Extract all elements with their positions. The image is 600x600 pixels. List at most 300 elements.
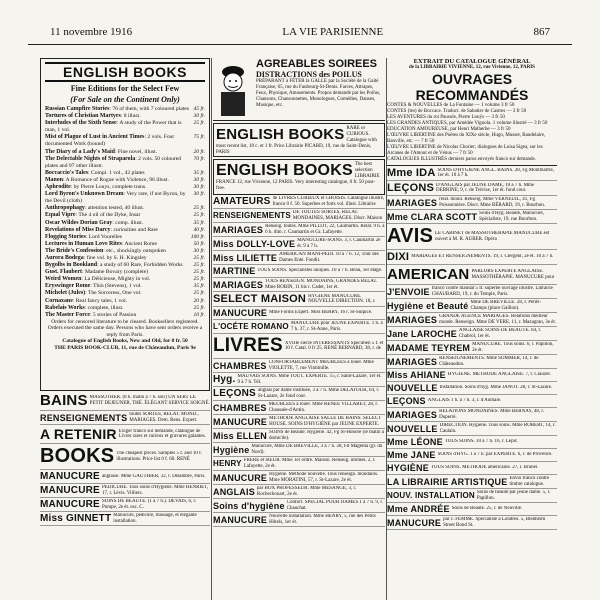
book-title: Cornaxane — [45, 297, 73, 304]
ad-keyword: HENRY — [213, 459, 242, 468]
book-title: Eryswinger Rome — [45, 283, 91, 290]
book-title: Mist of Plague of Lust in Ancient Times — [45, 134, 145, 141]
book-title: Michelet (Jules) — [45, 290, 86, 297]
book-description: 2 vols. 50 coloured plates and 97 other illustr. — [45, 155, 182, 169]
column-right — [387, 58, 557, 600]
book-description: The 4 oil of the Dyke, Insar — [78, 212, 141, 219]
classified-ad — [213, 223, 385, 237]
classified-ad — [387, 299, 557, 313]
catalogue-line: L'ŒUVRE LIBERTINE des Poètes du XIXe siècle, Hugo, Musset, Baudelaire, Banville, etc. — 7 fr 50 — [387, 133, 546, 144]
book-price: 40 fr. — [193, 226, 205, 233]
book-list-item: 30 fr. Manon: A Romance of Rogue with Violence, 96 illust. — [45, 176, 205, 183]
ad-text: PARLORS EXPERTE ANGLAISE. MASSOTHÉRAPIE. MANUCURE pour — [471, 269, 555, 280]
english-books-subtitle: (For Sale on the Continent Only) — [70, 95, 180, 104]
ad-text: RELATIONS MONDAINES. Mme BERNAY, 48, r. Duperré. — [439, 409, 544, 420]
ad-text: PEDICURE. Tous soins d'Hygiène. Mme HENRIET, 17, r. Lévis. Villiers. — [101, 485, 209, 496]
ad-text: MANUCURE-SOINS. 3, r. Caumartin 2e ét. 9 à 7 h. — [297, 238, 381, 249]
english-books-ad-text: The best selection LIBRAIRIE FRANCE 12, rue Vivienne, 12 PARIS. Very interesting catalogue, 0 fr. 50 post-free. — [216, 162, 380, 191]
book-title: Revelations of Miss Darcy — [45, 226, 111, 233]
ad-text: franco contre mandat 5 fr. superbe ouvrage illustré. Librairie CHAUBARD, 19, r. du Temple, Paris. — [431, 286, 553, 297]
book-description: Madame Bovary (complete) — [84, 269, 148, 276]
classified-ad — [213, 429, 385, 443]
book-title: Aurora Bodega — [45, 254, 84, 261]
book-description: Real fancy tales, 1 vol. — [75, 297, 128, 304]
classified-ad — [387, 475, 557, 489]
book-list-item: 35 fr. Boccaccio's Tales: Compl. 1 vol., 42 plates — [45, 169, 205, 176]
book-list-item: 30 fr. The Bride's Confession: etc., shockingly outspoken — [45, 247, 205, 254]
ad-text: DIRECTION. Hygiène. Tous soins. Mme ROBERT, 14, r. Caulain. — [439, 423, 556, 434]
classified-ad — [213, 292, 385, 307]
classified-ad — [213, 401, 385, 415]
classified-ad — [213, 457, 385, 471]
ad-keyword: MARIAGES — [213, 224, 264, 235]
book-description: The Sorceress, One vol. — [87, 290, 142, 297]
classified-ad — [387, 422, 557, 436]
ad-text: TOUS SOINS. MÉTHODE américaine. 27, r. Brunel. — [430, 465, 539, 471]
book-title: Bygolbs in Bookland — [45, 262, 98, 269]
book-list-item: 20 fr. The Diary of a Lady's Maid: Fine novel, illust. — [45, 148, 205, 155]
agreables-subtitle: DISTRACTIONS des POILUS — [256, 70, 362, 79]
ad-keyword: Mme JANE — [387, 450, 436, 460]
book-title: Rabelais Works — [45, 304, 85, 311]
book-list-item: 30 fr. Tortures of Christian Martyrs: 8 illust. — [45, 113, 205, 120]
book-title: Weird Women — [45, 276, 82, 283]
book-list-item: 25 fr. Weird Women: La Délicieuse, Mighty in vol. — [45, 276, 205, 283]
english-books-footer: Catalogue of English Books, New and Old, for 0 fr. 50 — [62, 338, 188, 345]
english-books-subtitle: Fine Editions for the Select Few — [70, 84, 180, 93]
classified-ad — [40, 512, 210, 526]
book-list-item: 45 fr. Russian Campfire Stories: 76 of them, with 7 coloured plates — [45, 106, 205, 112]
classified-ad — [387, 355, 557, 369]
classified-ad — [387, 436, 557, 449]
catalogue-line: CONTES (les) de Boccace. Traduct. de Sabatier de Castres — 3 fr 50 — [387, 109, 527, 114]
book-list-item: 35 fr. Eryswinger Rome: Thin (Stevens), 1 vol. — [45, 283, 205, 290]
ad-text: DE TOUTES SORTES, RELAT. MONDAINES, MARIAGES. Discr. Maison — [292, 210, 383, 221]
catalogue-extract — [387, 58, 557, 166]
ad-keyword: Mme CLARA SCOTT — [387, 211, 478, 222]
book-title: The Diary of a Lady's Maid — [45, 148, 115, 155]
classified-ad — [387, 408, 557, 422]
ad-keyword: MANUCURE — [213, 416, 268, 427]
ad-keyword: Jane LAROCHE — [387, 328, 457, 339]
classified-ad — [387, 369, 557, 382]
english-books-footer: THE PARIS BOOK-CLUB, 11, rue de Châteaudun, Paris 9e — [54, 344, 196, 351]
book-title: Anthropophagy — [45, 205, 85, 212]
book-list-item: 70 fr. The Delectable Nights of Straparola: 2 vols. 50 coloured plates and 97 other illustr. — [45, 155, 205, 169]
ad-keyword: NOUV. INSTALLATION — [387, 491, 475, 500]
ad-keyword: NOUVELLE — [387, 423, 438, 434]
ad-text: AMERICAN MANI-PEDI. 10 à 7 h. 12, Tour des Dames Enté. Fondit. — [279, 252, 379, 263]
book-description: attention tested, 40 illust. — [87, 205, 145, 212]
english-books-footer: Orders for censored literature to be cleared. Booksellers registered. Orders executed the same day. Persons who have sent orders receive a reply from Paris. — [47, 318, 203, 338]
classified-ad — [387, 327, 557, 341]
ad-keyword: Miss ELLEN — [213, 430, 268, 441]
ad-text: Manucure, Mme DE BRÉVILLE, 3 à 7 h. 28, Fd Magenta (gr. du Nord). — [251, 444, 383, 455]
book-price: 25 fr. — [193, 276, 205, 283]
ad-keyword: MANUCURE — [40, 471, 100, 482]
book-price: 35 fr. — [193, 283, 205, 290]
ad-keyword: J'ENVOIE — [387, 286, 430, 297]
book-description: 5 stories of Passion — [92, 311, 137, 318]
english-books-ad-1 — [213, 123, 385, 157]
ad-text: Renseig. toutes. Mme PILLOT, 22, Caumartin. Relat. 9 h. à 6 h. dim. r. Caumartin et Gr. Lafayette. — [265, 224, 385, 235]
ad-text: MANUCURE pour JEUNE EXPERTE. 1 h. à 7 h. 37, r. St-Anne, Paris. — [290, 321, 383, 332]
ad-keyword: LEÇONS — [387, 182, 435, 194]
classified-ad — [213, 334, 385, 359]
ad-keyword: Hygiène et Beauté — [387, 300, 469, 311]
book-price: 10 fr. — [193, 311, 205, 318]
ad-text: Soins d'Hyg. Beauté, Manucure, Spécialiste, 19, rue Bourbon. — [479, 211, 544, 222]
classified-ad — [387, 489, 557, 503]
ad-keyword: A RETENIR — [40, 426, 117, 442]
ad-keyword: CHAMBRES — [213, 402, 267, 413]
ad-text: MARIAGES ET RENSEIGNEMENTS. 19, r. Clergent, 2e ét. 10 à 7 h. — [411, 254, 554, 260]
classified-ad — [387, 516, 557, 530]
book-title: Gust. Flaubert — [45, 269, 82, 276]
book-title: Flogging Stories — [45, 233, 86, 240]
agreables-text: PRÉPARANT à FÊTER la GALLE par la Société de la Gaité Française, 65, rue du Faubourg-St-Denis. Farces, Attrapes, Feux, Physique, Amusements. Propos demandé par les Poilus, Chansons, Chansonnettes, Monologues, Comédies, Danses, Musique, etc. — [256, 79, 381, 108]
classified-ad — [40, 498, 210, 512]
classified-ad — [40, 411, 210, 425]
ad-text: D'ANGLAIS par JEUNE DAME, 10 à 7 h. Mme DEBRINE, 9, r. de Trévise, 1er ét. fond cour. — [436, 182, 535, 193]
ad-keyword: MARIAGES — [387, 197, 438, 208]
classified-ad — [387, 181, 557, 196]
ad-text: SOINS DE BEAUTÉ. (1 à 7 h.). DEVAIS, 6, r. Pompe, 2e ét. esc. C. — [101, 499, 197, 510]
ad-keyword: Miss DOLLY-LOVE — [213, 238, 296, 249]
ad-keyword: Hyg. — [213, 374, 236, 385]
book-title: The Master Force — [45, 311, 90, 318]
ad-keyword: BAINS — [40, 392, 88, 409]
book-price: 25 fr. — [193, 212, 205, 219]
ad-keyword: LIVRES — [213, 335, 283, 356]
ad-text: TOUS SOINS. 10 à 7 h. 16, r. Lepic. — [444, 439, 519, 445]
classified-ad — [213, 307, 385, 320]
classified-ad — [387, 313, 557, 327]
catalogue-line: LES GRANDES ANTIQUES, par Amédée Vignola. 1 volume illustré — 3 fr 50 — [387, 121, 548, 126]
ad-text: LE CABINET de MASSOTHÉRAPIE MANUCURE est ouvert à M. R. AUBER. Opéra — [435, 231, 550, 242]
catalogue-list — [387, 103, 557, 163]
ad-keyword: Miss LILIETTE — [213, 252, 278, 263]
book-title: Oscar Wildes Dorian Gray — [45, 219, 113, 226]
ad-text: SOINS de Beauté. Hygiène. 42, Fg St-Honoré (le matin à domicile). — [269, 430, 384, 441]
classified-ad — [387, 382, 557, 395]
ad-text: ANGLAIS 1 h. à 7 h. 3, r. d'Aumale. — [427, 398, 502, 404]
soldier-illustration-icon — [213, 58, 253, 118]
page-header — [50, 26, 550, 40]
book-price: 25 fr. — [193, 120, 205, 127]
book-list-item: 25 fr. Bygolbs in Bookland: a study of 60 Rare, Forbidden Works — [45, 262, 205, 269]
ad-text: ANGLAISE SOINS DE BEAUTÉ. 64, r. Chabrol, 1er ét. — [458, 328, 542, 339]
english-books-ad-text: RARE or CURIOUS. Catalogue with most recent list, 10 c. et 1 fr. Price Librairie PICARD, 19, rue de Saint-Denis, PARIS — [216, 126, 377, 155]
ad-keyword: Miss AHIANE — [387, 370, 446, 380]
classified-ad — [40, 484, 210, 498]
book-description: etc., shockingly outspoken — [106, 247, 166, 254]
classified-ad — [387, 196, 557, 210]
agreables-soirees-ad — [213, 58, 385, 121]
english-books-list — [45, 106, 205, 319]
classified-ad — [213, 443, 385, 457]
book-description: A study of the Power that is man, 1 vol. — [45, 120, 182, 134]
ad-keyword: Mme IDA — [387, 167, 436, 179]
ad-text: SOINS d'HYG. 1 à 7 h. par EXPERTE. 6, r. de Provence. — [437, 452, 553, 458]
ad-text: Soins de Beauté. 25, r. de Neuville. — [451, 506, 523, 512]
book-price: 30 fr. — [193, 247, 205, 254]
ad-keyword: BOOKS — [40, 445, 115, 467]
ad-keyword: SELECT MAISON — [213, 293, 307, 305]
book-price: 20 fr. — [193, 297, 205, 304]
catalogue-line: LES AVENTURES du roi Pausole, Pierre Louÿs — 3 fr 50 — [387, 115, 505, 120]
book-title: Boccaccio's Tales — [45, 169, 89, 176]
header-rule — [28, 44, 572, 45]
ad-text: toutes SORTES, RELAT. MOND., MARIAGES. Dem. Rens. Expert. — [129, 412, 199, 423]
book-price: 35 fr. — [193, 219, 205, 226]
book-price: 30 fr. — [193, 184, 205, 191]
classified-ad — [213, 471, 385, 485]
ad-text: Envoi franco contre timbre catalogue. — [509, 476, 550, 487]
column-divider — [211, 58, 212, 600]
ad-keyword: LEÇONS — [213, 388, 256, 399]
header-journal: LA VIE PARISIENNE — [282, 26, 384, 38]
ad-text: RENSEIGNEMENTS. Mme SOMMER, 14, r. de Châteaudun. — [439, 356, 539, 367]
ad-keyword: ANGLAIS — [213, 486, 255, 497]
ad-keyword: Mme LÉONE — [387, 437, 443, 447]
ad-text: SOINS D'HYGIÈNE ANGL. BAINS. 28, Fg Montmartre, 1er ét. 10 à 7 h. — [437, 167, 554, 178]
ad-text: Mme DE BRÉVILLE. 28, r. Petits-Champs (place Gaillon). — [470, 300, 541, 311]
book-description: 2 vols. Four documented Work (bound) — [45, 134, 175, 148]
ad-text: MEUBLÉES à louer. Mme RENÉE VILLARET, 28, r. Chaussée-d'Antin. — [268, 402, 378, 413]
ad-text: par BOX PROFESSEUR. Mme MESANGE, 3, r. Rochechouart, 2e ét. — [256, 486, 357, 497]
ad-keyword: LA LIBRAIRIE ARTISTIQUE — [387, 476, 508, 487]
book-description: Ancient Rome — [124, 240, 157, 247]
book-price: 50 fr. — [193, 240, 205, 247]
classified-ad — [387, 250, 557, 265]
book-title: Aphrodite — [45, 184, 71, 191]
classified-ad — [213, 415, 385, 429]
ad-keyword: LEÇONS — [387, 396, 426, 406]
book-price: 25 fr. — [193, 269, 205, 276]
ad-keyword: AVIS — [387, 225, 433, 247]
ad-text: de LIVRES CURIEUX et CHOISIS. Catalogue illustré, franco 0 f. 50. Superbes et forts vol. illust. Librairie — [272, 196, 385, 207]
classified-ad — [40, 470, 210, 484]
ad-keyword: MANUCURE — [387, 517, 442, 528]
book-price: 30 fr. — [193, 113, 205, 120]
english-books-box — [40, 58, 210, 391]
book-list-item: 30 fr. Aphrodite: by Pierre Louys, complete trans. — [45, 184, 205, 191]
classified-ad — [213, 209, 385, 223]
classified-ad — [213, 359, 385, 373]
book-price: 25 fr. — [193, 205, 205, 212]
book-title: Interludes of the Sixth Sense — [45, 120, 117, 127]
ad-text: TOUS RENSEIGN. MONDAINS, GRANDES RELAT. Mme ROBIN, 11 bis r. Cadet, 1er ét. — [265, 279, 378, 290]
classified-ad — [213, 195, 385, 209]
ad-keyword: MANUCURE — [213, 514, 268, 525]
ad-keyword: RENSEIGNEMENTS — [40, 412, 128, 423]
left-classified-ads — [40, 391, 210, 526]
book-price: 100 fr. — [190, 233, 205, 240]
ad-keyword: HYGIÈNE — [387, 463, 429, 473]
ad-keyword: MARIAGES — [387, 356, 438, 367]
classified-ad — [213, 499, 385, 513]
book-list-item: 50 fr. Lectures in Human Love Rites: Ancient Rome — [45, 240, 205, 247]
classified-ad — [213, 251, 385, 265]
ad-keyword: AMATEURS — [213, 196, 271, 207]
classified-ad — [213, 320, 385, 334]
english-books-ad-2 — [213, 159, 385, 195]
ad-keyword: MARIAGES — [387, 409, 438, 420]
ad-text: FRÈRE et SŒUR. Mme 1er ordre. Maison. Renseig. intimes. 2, r. Lafayette, 2e ét. — [243, 458, 376, 469]
ad-keyword: L'OCÉTE ROMANO — [213, 322, 289, 331]
catalogue-title: OUVRAGES RECOMMANDÉS — [415, 71, 529, 103]
header-date: 11 novembre 1916 — [50, 26, 133, 38]
book-description: La Délicieuse, Mighty in vol. — [84, 276, 151, 283]
ad-keyword: Mme ANDRÉE — [387, 504, 450, 514]
ad-text: GRANDE AGENCE MARIAGES. Relations meilleur monde. Renseign. Mme DE VERE, 11, r. Mazagran, 3e ét. — [439, 314, 557, 325]
book-description: comp. illust. — [115, 219, 144, 226]
english-books-ad-title: ENGLISH BOOKS — [216, 162, 353, 179]
catalogue-heading: de la LIBRAIRIE VIVIENNE, 12, rue Vivienne, 12, PARIS — [409, 65, 535, 70]
book-price: 75 fr. — [193, 134, 205, 141]
book-list-item: 25 fr. Michelet (Jules): The Sorceress, One vol. — [45, 290, 205, 297]
agreables-title: AGREABLES SOIREES — [256, 58, 378, 70]
book-description: complete, illust. — [87, 304, 124, 311]
ad-text: MASSOTHER. (8 h. matin à 7 h. soir) UN SERT LE PETIT DEJEUNER, THÉ. ÉLÉGANT SERVICE SOIGNÉ. — [89, 395, 210, 406]
ad-keyword: DIXI — [387, 251, 410, 263]
book-description: a study of 60 Rare, Forbidden Works — [100, 262, 183, 269]
book-title: The Bride's Confession — [45, 247, 104, 254]
book-list-item: 30 fr. Lord Byron's Unknown Dream: Very rare, if not Byron, by the Devil (cloth) — [45, 191, 205, 205]
ad-text: anglaise. Mme GAUTHIER, 32, r. Delambre, Paris. — [101, 473, 206, 479]
ad-text: Hygiène. Méthode nouvelle. Tous renseign. mondains. Mme MORATINI, 57, r. St-Lazare, 2e ét. — [269, 472, 379, 483]
book-list-item: 25 fr. Interludes of the Sixth Sense: A study of the Power that is man, 1 vol. — [45, 120, 205, 134]
ad-keyword: RENSEIGNEMENTS — [213, 211, 291, 220]
classified-ad — [213, 265, 385, 278]
book-description: by Pierre Louys, complete trans. — [73, 184, 147, 191]
ad-text: HYGIÈNE MANUCURE. NOUVELLE DIRECTION. 18, r. — [308, 293, 376, 304]
book-title: Equal Vipre — [45, 212, 76, 219]
right-classified-ads — [387, 166, 557, 530]
classified-ad — [40, 391, 210, 411]
column-left — [40, 58, 210, 600]
classified-ad — [40, 425, 210, 444]
classified-ad — [387, 395, 557, 408]
ad-text: The cheapest prices. Samples 5 f. and 10 f. illustrations. Price list 0 f. 60. RENÉ — [116, 451, 203, 462]
book-list-item: 20 fr. Cornaxane: Real fancy tales, 1 vol. — [45, 297, 205, 304]
ad-keyword: AMERICAN — [387, 266, 470, 283]
classified-ad — [387, 265, 557, 285]
classified-ad — [213, 373, 385, 387]
ad-text: MÉTHODE ANGLAISE SALLE DE BAINS. SELECT HOUSE. SOINS D'HYGIÈNE par JEUNE EXPERTE. — [269, 416, 382, 427]
ad-text: Mme Fordis Expert. Miss BERRY, 16 r. St-Sulpice. — [269, 310, 373, 316]
book-title: Russian Campfire Stories — [45, 106, 110, 112]
book-list-item: 25 fr. Rabelais Works: complete, illust. — [45, 304, 205, 311]
book-price: 25 fr. — [193, 304, 205, 311]
ad-text: Soins de beauté par jeune dame. 5, r. Papillon. — [476, 490, 551, 501]
book-list-item: 75 fr. Mist of Plague of Lust in Ancient Times: 2 vols. Four documented Work (bound) — [45, 134, 205, 148]
ad-keyword: MANUCURE — [213, 308, 268, 318]
catalogue-heading: EXTRAIT DU CATALOGUE GÉNÉRAL — [413, 58, 531, 65]
ad-keyword: MANUCURE — [40, 499, 100, 510]
ad-text: MAUVAIS SOINS. Mme TOUT. EXPERTE. 15, r. Saint-Lazare, 1er ét. 9 à 7 h. Tél. — [237, 374, 382, 385]
classified-ad — [40, 444, 210, 470]
book-title: Lectures in Human Love Rites — [45, 240, 122, 247]
book-description: fine vol. by S. H. Kingsley — [86, 254, 147, 261]
ad-text: Confort. SPÉCIAL POUR DAMES 1 à 7 h. 9, r. Chauchat. — [286, 500, 384, 511]
english-books-ad-title: ENGLISH BOOKS — [216, 126, 345, 143]
classified-ad — [387, 341, 557, 355]
classified-ad — [213, 513, 385, 527]
ad-keyword: MARIAGES — [213, 279, 264, 290]
book-description: Compl. 1 vol., 42 plates — [90, 169, 145, 176]
ad-text: anglais par dame instituée, 3 à 7 h. Mme DELATOUR, 64, r. St-Lazare, 2e fond cour. — [257, 388, 380, 399]
book-list-item: 25 fr. Gust. Flaubert: Madame Bovary (complete) — [45, 269, 205, 276]
classified-ad — [387, 462, 557, 475]
classified-ad — [213, 237, 385, 251]
book-price: 30 fr. — [193, 191, 205, 198]
ad-text: Exiger franco sur demande, catalogue de Livres rares et curieux et gravures galantes. — [118, 428, 206, 439]
classified-ad — [387, 285, 557, 299]
book-description: A Romance of Rogue with Violence, 96 illust. — [65, 176, 169, 183]
catalogue-line: CONTES & NOUVELLES de La Fontaine — 1 volume 3 fr 50 — [387, 103, 515, 108]
english-books-title: ENGLISH BOOKS — [45, 62, 205, 82]
ad-keyword: Hygiène — [213, 444, 250, 455]
book-description: 8 illust. — [123, 113, 141, 120]
book-list-item: 25 fr. Equal Vipre: The 4 oil of the Dyke, Insar — [45, 212, 205, 219]
ad-keyword: MARIAGES — [387, 314, 438, 325]
ad-keyword: MANUCURE — [213, 472, 268, 483]
book-description: curiosities and Rare — [113, 226, 158, 233]
ad-text: Installation. Soins d'hyg. Mme JANOT. 28, r. St-Lazare. — [439, 385, 553, 391]
book-list-item: 25 fr. Anthropophagy: attention tested, 40 illust. — [45, 205, 205, 212]
classified-ad — [387, 449, 557, 462]
ad-keyword: Soins d'hygiène — [213, 500, 285, 511]
book-list-item: 100 fr. Flogging Stories: Lord Vourelles — [45, 233, 205, 240]
book-title: Tortures of Christian Martyrs — [45, 113, 121, 120]
ad-text: relat. mond. Renseig. Mme VERNEUIL, 41, Fg Poissonnière. Discr. Mme BÉRARD, 19, r. Bourbon. — [439, 197, 545, 208]
classified-ad — [387, 224, 557, 250]
book-description: Very rare, if not Byron, by the Devil (cloth) — [45, 191, 186, 205]
book-price: 70 fr. — [193, 155, 205, 162]
book-price: 25 fr. — [193, 254, 205, 261]
ad-text: par J. FEMME. Spécialiste à Londres. 5, Blenheim Street Bond St. — [443, 517, 546, 528]
classified-ad — [387, 166, 557, 181]
ad-keyword: MADAME TEYREM — [387, 342, 471, 353]
book-price: 25 fr. — [193, 262, 205, 269]
column-middle — [213, 58, 385, 600]
ad-keyword: MARTINE — [213, 266, 256, 276]
classified-ad — [213, 278, 385, 292]
ad-text: XVIIIe siècle INTÉRESSANTS Spécimen 5 f. et 10 f. Catal. 0 fr 25. RENÉ BERNARD, 38, r. de — [284, 340, 384, 351]
catalogue-line: EDUCATION AMOUREUSE, par Henri Malherbe — 3 fr 50 — [387, 127, 511, 132]
book-price: 35 fr. — [193, 169, 205, 176]
book-description: Fine novel, illust. — [117, 148, 157, 155]
ad-text: MANUCURE. Tous soins. 6, r. Papillon, 2e ét. — [472, 342, 554, 353]
ad-text: Manucure, pédicure, massage, et élégante installation. — [113, 513, 197, 524]
book-description: Thin (Stevens), 1 vol. — [93, 283, 142, 290]
classified-ad — [387, 210, 557, 224]
ad-keyword: MANUCURE — [40, 485, 100, 496]
classified-ad — [213, 485, 385, 499]
book-description: Lord Vourelles — [88, 233, 122, 240]
book-price: 45 fr. — [193, 106, 205, 112]
classified-ad — [387, 503, 557, 516]
book-description: 76 of them, with 7 coloured plates — [112, 106, 189, 112]
ad-text: CONFORTABLEMENT MEUBLÉES à louer. Mme VIOLETTE, 7, rue Vintimille. — [268, 360, 374, 371]
classified-ad — [213, 387, 385, 401]
ad-text: Nouvelle installation. Mme HENRY, 5, rue des Petits Hôtels, 1er ét. — [269, 514, 376, 525]
book-title: Lord Byron's Unknown Dream — [45, 191, 124, 198]
header-page-number: 867 — [533, 26, 550, 38]
book-list-item: 35 fr. Oscar Wildes Dorian Gray: comp. illust. — [45, 219, 205, 226]
